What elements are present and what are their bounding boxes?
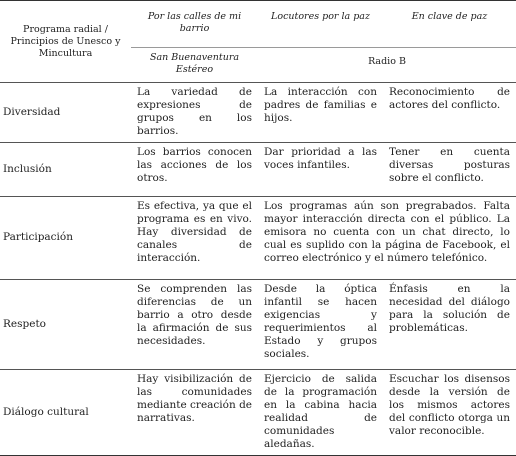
cell-text: Hay visibilización de las comunidades mediante creación de narrativas.	[137, 372, 253, 424]
table-cell	[258, 142, 383, 196]
table-cell	[131, 83, 258, 143]
column-header-text: En clave de paz	[411, 11, 488, 22]
station-header-radio-b	[258, 47, 516, 82]
table-cell	[131, 279, 258, 369]
cell-text: Es efectiva, ya que el programa es en vivo. Hay diversidad de canales de interacción.	[137, 199, 252, 264]
table-cell	[383, 83, 516, 143]
table-row	[0, 83, 516, 143]
table-cell	[383, 369, 516, 455]
cell-text: La variedad de expresiones de grupos en los barrios.	[137, 86, 252, 138]
row-label-text: Diversidad	[3, 105, 61, 118]
row-label-text: Respeto	[3, 317, 46, 330]
station-header-text: Radio B	[368, 55, 406, 67]
table-cell	[258, 83, 383, 143]
station-header-text: San Buenaventura Estéreo	[149, 51, 240, 75]
row-label	[0, 369, 131, 455]
table-row	[0, 279, 516, 369]
table-cell-merged	[258, 196, 516, 279]
row-label-text: Participación	[3, 231, 73, 244]
column-header-text: Por las calles de mi barrio	[147, 11, 242, 34]
table-cell	[383, 142, 516, 196]
table-row	[0, 142, 516, 196]
header-row	[0, 1, 516, 48]
cell-text: Énfasis en la necesidad del diálogo para la solución de problemáticas.	[389, 282, 510, 334]
cell-text: Los programas aún son pregrabados. Falta mayor interacción directa con el público. La emisora no cuenta con un chat directo, lo cual es suplido con la página de Facebook, el correo electrónico y el número telefónico.	[264, 199, 510, 264]
corner-header-text: Programa radial / Principios de Unesco y Mincultura	[10, 23, 121, 59]
cell-text: Dar prioridad a las voces infantiles.	[264, 145, 377, 171]
table-cell	[258, 279, 383, 369]
column-header-por-las-calles	[131, 1, 258, 48]
column-header-locutores	[258, 1, 383, 48]
cell-text: Escuchar los disensos desde la versión de los mismos actores del conflicto otorga un valor reconocible.	[389, 372, 510, 437]
row-label-text: Diálogo cultural	[3, 405, 89, 418]
table-row	[0, 196, 516, 279]
row-label	[0, 142, 131, 196]
cell-text: Desde la óptica infantil se hacen exigencias y requerimientos al Estado y grupos sociales.	[264, 282, 377, 360]
column-header-text: Locutores por la paz	[271, 11, 370, 22]
table-row	[0, 369, 516, 455]
table-cell	[131, 142, 258, 196]
cell-text: La interacción con padres de familias e hijos.	[264, 86, 377, 125]
cell-text: Reconocimiento de actores del conflicto.	[389, 86, 510, 112]
cell-text: Ejercicio de salida de la programación en la cabina hacia realidad de comunidades aledañas.	[264, 372, 377, 450]
column-header-en-clave	[383, 1, 516, 48]
row-label-text: Inclusión	[3, 162, 52, 175]
row-label	[0, 196, 131, 279]
table-cell	[383, 279, 516, 369]
row-label	[0, 83, 131, 143]
table-cell	[131, 196, 258, 279]
table-cell	[258, 369, 383, 455]
table-cell	[131, 369, 258, 455]
cell-text: Se comprenden las diferencias de un barrio a otro desde la afirmación de sus necesidades.	[137, 282, 252, 347]
row-label	[0, 279, 131, 369]
station-header-san-buenaventura	[131, 47, 258, 82]
cell-text: Tener en cuenta diversas posturas sobre el conflicto.	[389, 145, 510, 184]
cell-text: Los barrios conocen las acciones de los otros.	[137, 145, 252, 184]
corner-header	[0, 1, 131, 83]
